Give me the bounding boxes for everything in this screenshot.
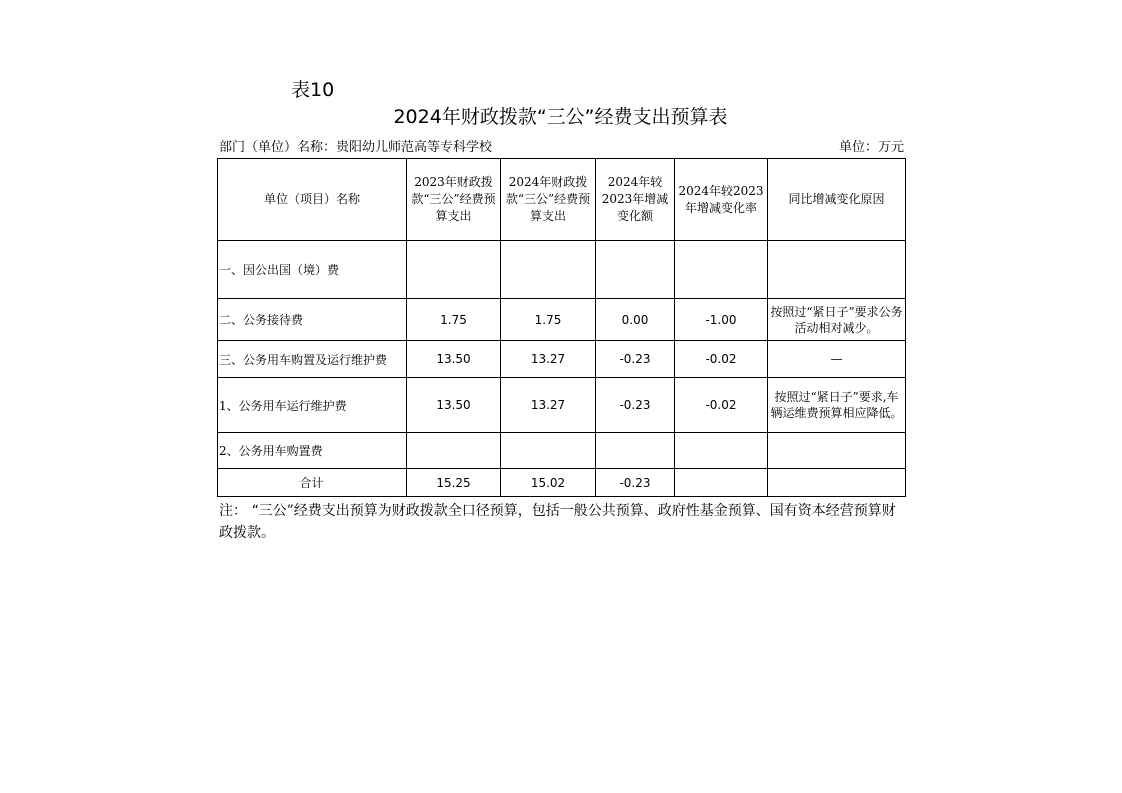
row-budget-2023: 13.50 — [407, 341, 501, 378]
row-change-rate: -0.02 — [675, 341, 768, 378]
row-budget-2023: 13.50 — [407, 378, 501, 433]
header-change-amount: 2024年较2023年增减变化额 — [596, 159, 675, 241]
row-change-amount: -0.23 — [596, 378, 675, 433]
row-name: 1、公务用车运行维护费 — [218, 378, 407, 433]
header-change-rate: 2024年较2023年增减变化率 — [675, 159, 768, 241]
row-budget-2024 — [501, 433, 596, 469]
row-change-amount: -0.23 — [596, 341, 675, 378]
budget-table — [217, 158, 906, 497]
row-reason: 按照过“紧日子”要求,车辆运维费预算相应降低。 — [768, 378, 906, 433]
department-name: 部门（单位）名称：贵阳幼儿师范高等专科学校 — [219, 140, 493, 155]
header-name: 单位（项目）名称 — [218, 159, 407, 241]
row-change-amount — [596, 241, 675, 299]
footnote: 注： “三公”经费支出预算为财政拨款全口径预算，包括一般公共预算、政府性基金预算、国有资本经营预算财政拨款。 — [219, 503, 896, 541]
row-budget-2024: 13.27 — [501, 341, 596, 378]
table-row — [218, 341, 906, 378]
row-change-rate — [675, 469, 768, 497]
row-budget-2024: 1.75 — [501, 299, 596, 341]
row-change-rate: -1.00 — [675, 299, 768, 341]
table-number: 表10 — [291, 79, 335, 101]
row-budget-2023 — [407, 241, 501, 299]
document-title: 2024年财政拨款“三公”经费支出预算表 — [393, 106, 728, 128]
row-name: 合计 — [218, 469, 407, 497]
header-budget-2023: 2023年财政拨款“三公”经费预算支出 — [407, 159, 501, 241]
row-reason: — — [768, 341, 906, 378]
row-budget-2023: 15.25 — [407, 469, 501, 497]
header-budget-2024: 2024年财政拨款“三公”经费预算支出 — [501, 159, 596, 241]
table-row — [218, 433, 906, 469]
header-reason: 同比增减变化原因 — [768, 159, 906, 241]
row-budget-2024 — [501, 241, 596, 299]
total-row — [218, 469, 906, 497]
row-name: 三、公务用车购置及运行维护费 — [218, 341, 407, 378]
row-change-rate — [675, 433, 768, 469]
meta-row — [219, 136, 904, 155]
row-name: 一、因公出国（境）费 — [218, 241, 407, 299]
row-change-amount — [596, 433, 675, 469]
row-budget-2024: 15.02 — [501, 469, 596, 497]
table-row — [218, 299, 906, 341]
row-change-rate: -0.02 — [675, 378, 768, 433]
row-reason — [768, 241, 906, 299]
row-change-amount: -0.23 — [596, 469, 675, 497]
row-change-rate — [675, 241, 768, 299]
table-row — [218, 378, 906, 433]
row-reason: 按照过“紧日子”要求公务活动相对减少。 — [768, 299, 906, 341]
unit-label: 单位：万元 — [838, 140, 904, 155]
row-budget-2023: 1.75 — [407, 299, 501, 341]
row-reason — [768, 433, 906, 469]
row-name: 2、公务用车购置费 — [218, 433, 407, 469]
row-name: 二、公务接待费 — [218, 299, 407, 341]
row-budget-2024: 13.27 — [501, 378, 596, 433]
row-reason — [768, 469, 906, 497]
header-row — [218, 159, 906, 241]
row-budget-2023 — [407, 433, 501, 469]
table-row — [218, 241, 906, 299]
row-change-amount: 0.00 — [596, 299, 675, 341]
